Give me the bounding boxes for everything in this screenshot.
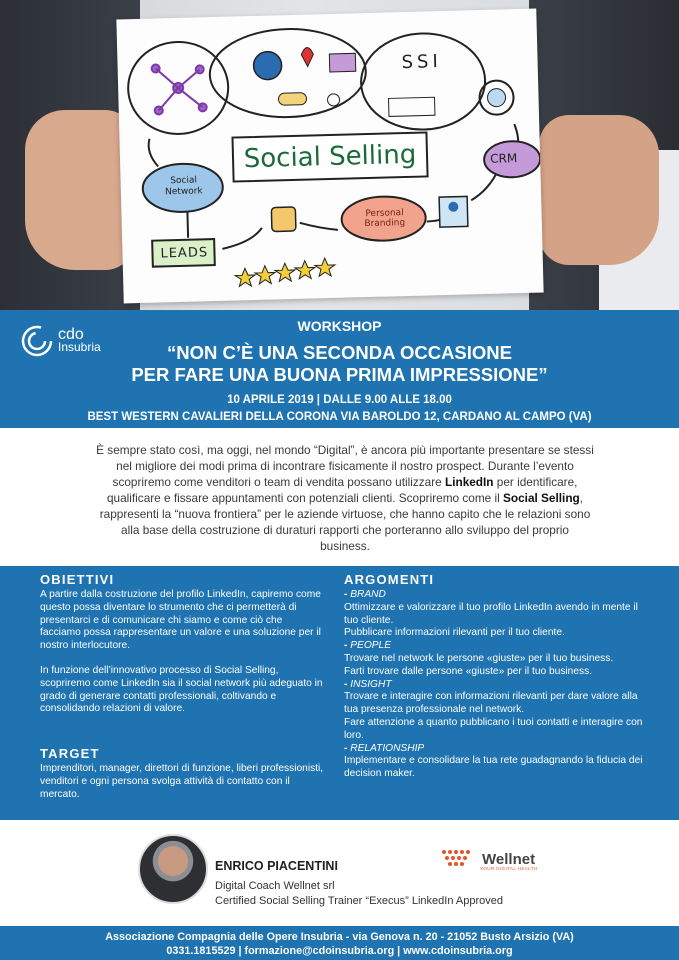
wellnet-tagline: YOUR DIGITAL HEALTH: [480, 866, 538, 871]
topic-title: - RELATIONSHIP: [344, 742, 425, 754]
objectives-column: [40, 572, 325, 802]
hero-photo: [0, 0, 679, 310]
whiteboard-sketch: [116, 9, 543, 304]
speaker-photo: [138, 834, 208, 904]
speaker-name: ENRICO PIACENTINI: [215, 859, 338, 873]
intro-text-2: per identificare, qualificare e fissare appuntamenti con potenziali clienti. Scopriremo come il: [106, 475, 578, 505]
social-network-label: Social Network: [164, 175, 203, 198]
wellnet-logo: [440, 848, 538, 871]
workshop-title: [0, 342, 679, 386]
topic-title: - BRAND: [344, 589, 386, 600]
intro-text-3: , rappresenti la “nuova frontiera” per le aziende virtuose, che hanno capito che le relazioni sono alla base della costruzione di duraturi rapporti che porteranno allo sviluppo del proprio business.: [99, 491, 591, 553]
personal-branding-label: Personal Branding: [364, 208, 406, 230]
details-box: [0, 566, 679, 820]
intro-linkedin: LinkedIn: [445, 475, 494, 489]
workshop-kicker: WORKSHOP: [297, 318, 382, 334]
footer-address: Associazione Compagnia delle Opere Insubria - via Genova n. 20 - 21052 Busto Arsizio (VA): [105, 931, 574, 943]
topic-line: Implementare e consolidare la tua rete guadagnando la fiducia dei decision maker.: [344, 755, 643, 780]
wellnet-dots-icon: [440, 848, 478, 870]
title-line-1: “NON C’È UNA SECONDA OCCASIONE: [166, 342, 512, 363]
intro-text-1: È sempre stato così, ma oggi, nel mondo “Digital”, è ancora più importante presentare se stessi nel migliore dei modi prima di incontrare fisicamente il nostro prospect. Durante l’evento scopriremo come venditori o team di vendita possano utilizzare: [96, 443, 594, 489]
crm-label: CRM: [489, 151, 518, 166]
topic-line: Farti trovare dalle persone «giuste» per il tuo business.: [344, 665, 593, 677]
topic-line: Ottimizzare e valorizzare il tuo profilo LinkedIn avendo in mente il tuo cliente.: [344, 601, 638, 626]
leads-label: LEADS: [160, 245, 209, 262]
logo-insubria: Insubria: [58, 340, 101, 354]
target-text: Imprenditori, manager, direttori di funzione, liberi professionisti, venditori e ogni persona svolga attività di contatto con il mercato.: [40, 763, 324, 800]
topics-column: [344, 572, 644, 781]
board-title: Social Selling: [231, 131, 428, 182]
event-date: 10 APRILE 2019 | DALLE 9.00 ALLE 18.00: [227, 394, 452, 406]
objectives-paragraph-2: In funzione dell’innovativo processo di Social Selling, scopriremo come LinkedIn sia il social network più adeguato in grado di generare contatti professionali, coltivando e consolidando relazioni di valore.: [40, 664, 323, 715]
topic-line: Fare attenzione a quanto pubblicano i tuoi contatti e interagire con loro.: [344, 716, 643, 741]
workshop-band: [0, 310, 679, 428]
logo-cdo: cdo: [58, 326, 84, 343]
objectives-heading: OBIETTIVI: [40, 572, 115, 587]
ssi-label: SSI: [401, 51, 443, 74]
topic-title: - INSIGHT: [344, 678, 392, 690]
intro-paragraph: [96, 442, 594, 554]
event-location: BEST WESTERN CAVALIERI DELLA CORONA VIA BAROLDO 12, CARDANO AL CAMPO (VA): [87, 411, 592, 423]
topic-title: - PEOPLE: [344, 640, 392, 652]
topic-line: Trovare nel network le persone «giuste» per il tuo business.: [344, 652, 614, 664]
speaker-certification: Certified Social Selling Trainer “Execus” LinkedIn Approved: [215, 895, 503, 907]
footer-contacts: 0331.1815529 | formazione@cdoinsubria.org | www.cdoinsubria.org: [166, 945, 513, 957]
intro-social-selling: Social Selling: [503, 491, 580, 505]
title-line-2: PER FARE UNA BUONA PRIMA IMPRESSIONE”: [131, 364, 548, 385]
objectives-paragraph-1: A partire dalla costruzione del profilo LinkedIn, capiremo come questo possa diventare lo strumento che ci permetterà di presentarci e di comunicare chi siamo e come ciò che facciamo possa rappresentare un valore e una soluzione per il nostro interlocutore.: [40, 589, 321, 652]
speaker-role: Digital Coach Wellnet srl: [215, 880, 335, 892]
target-heading: TARGET: [40, 746, 100, 762]
right-hand: [539, 115, 659, 265]
wellnet-name: Wellnet: [482, 850, 536, 868]
speaker-section: [0, 820, 679, 926]
topics-heading: ARGOMENTI: [344, 572, 435, 587]
topic-line: Trovare e interagire con informazioni rilevanti per dare valore alla tua presenza professionale nel network.: [344, 691, 638, 716]
footer: [0, 926, 679, 960]
topic-line: Pubblicare informazioni rilevanti per il tuo cliente.: [344, 627, 565, 639]
